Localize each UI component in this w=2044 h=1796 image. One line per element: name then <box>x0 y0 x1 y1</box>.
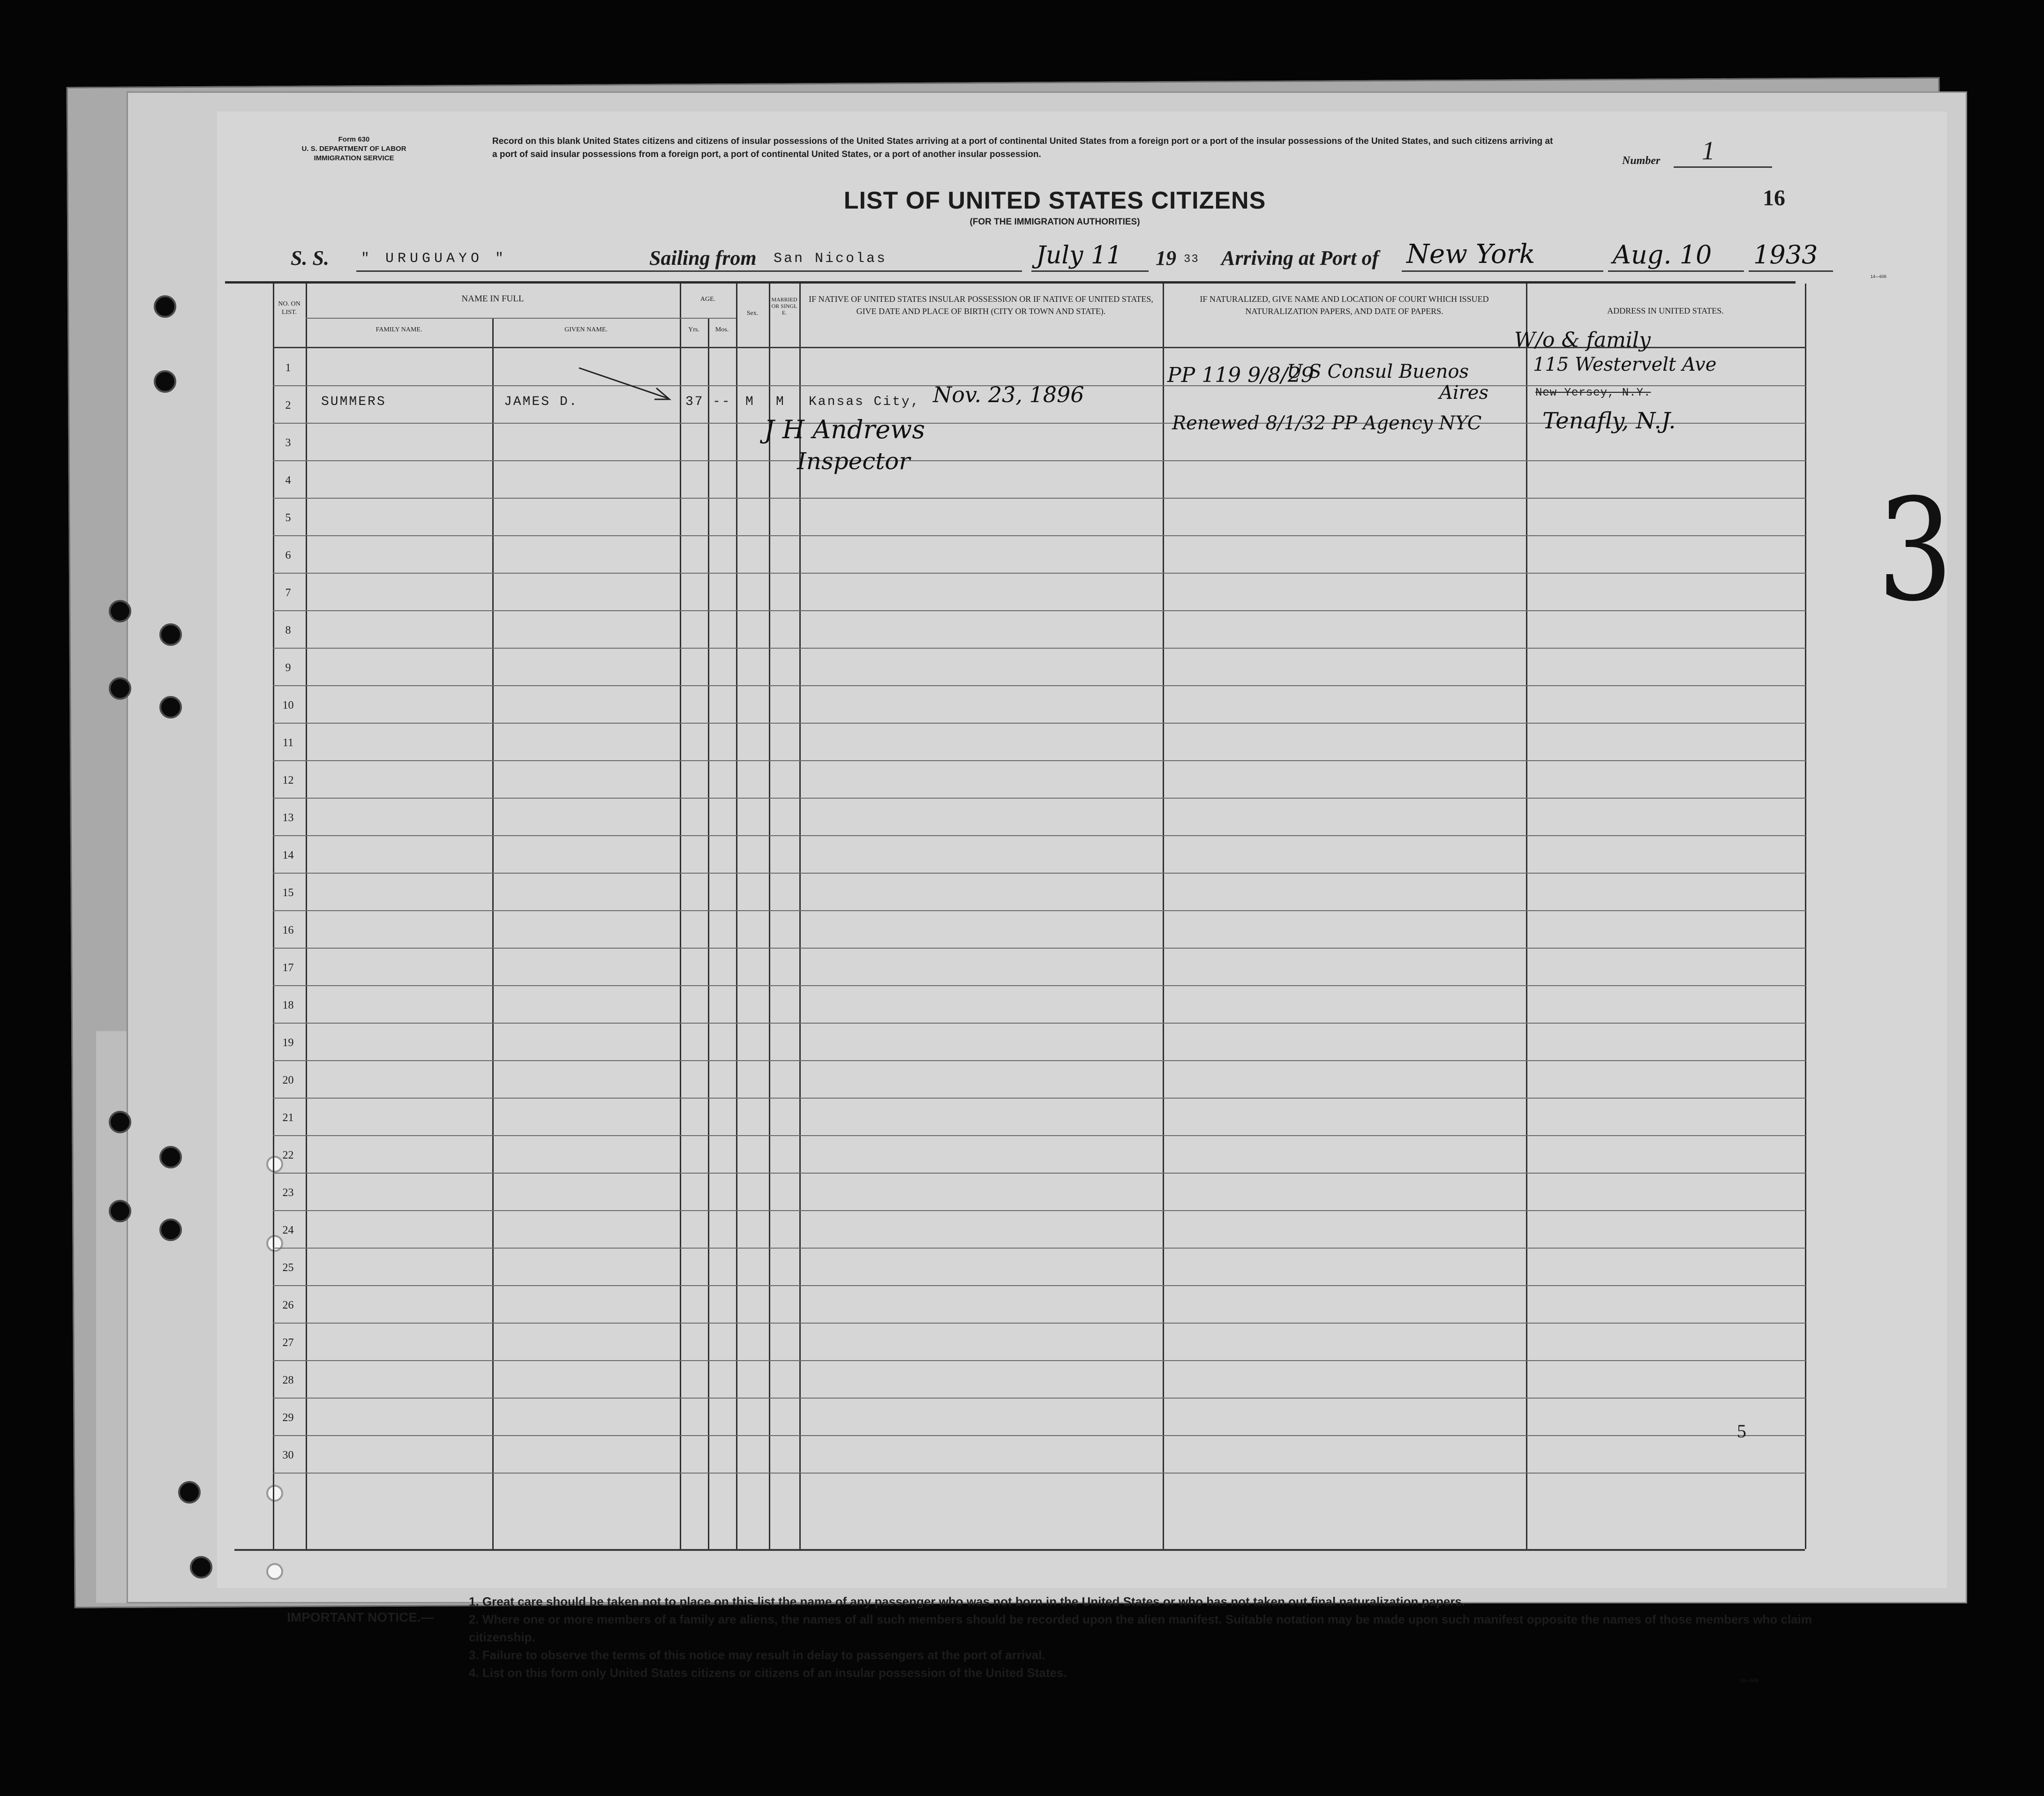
row-line <box>273 1473 1806 1474</box>
row-number: 8 <box>285 624 291 636</box>
notice-item: 2. Where one or more members of a family are aliens, the names of all such members should be recorded upon the alien manifest. Suitable notation may be made upon such manifest opposite the names of those members who claim citizenship. <box>469 1612 1812 1644</box>
punch-hole-small <box>266 1563 283 1580</box>
header-naturalized: IF NATURALIZED, GIVE NAME AND LOCATION OF COURT WHICH ISSUED NATURALIZATION PAPERS, AND DATE OF PAPERS. <box>1200 294 1489 316</box>
naturalization-passport: PP 119 9/8/29 <box>1167 363 1314 387</box>
row-number: 26 <box>282 1299 294 1311</box>
form-code-top: 14—606 <box>1871 274 1887 279</box>
punch-hole <box>159 623 182 646</box>
punch-hole-small <box>266 1235 283 1252</box>
page-number: 16 <box>1763 186 1785 210</box>
service-name: IMMIGRATION SERVICE <box>314 154 394 162</box>
col-divider <box>708 319 709 1549</box>
row-number: 29 <box>282 1412 294 1424</box>
number-value: 1 <box>1702 136 1715 165</box>
col-divider <box>306 284 307 1549</box>
row-number: 21 <box>282 1112 294 1124</box>
birth-place: Kansas City, <box>809 395 920 409</box>
row-line <box>273 760 1806 761</box>
row-number: 24 <box>282 1224 294 1236</box>
arriving-label: Arriving at Port of <box>1221 247 1379 269</box>
age-months: -- <box>713 395 731 409</box>
row-number: 17 <box>282 962 294 974</box>
row-number: 16 <box>282 924 294 936</box>
notice-item: 4. List on this form only United States citizens or citizens of an insular possession of the United States. <box>469 1666 1067 1680</box>
row-number: 4 <box>285 474 291 486</box>
arrival-port-underline <box>1402 270 1603 272</box>
notice-item: 1. Great care should be taken not to place on this list the name of any passenger who was not born in the United States or who has not taken out final naturalization papers. <box>469 1594 1465 1609</box>
header-family-name: FAMILY NAME. <box>376 326 422 333</box>
header-age: AGE. <box>700 296 716 303</box>
notice-item: 3. Failure to observe the terms of this notice may result in delay to passengers at the port of arrival. <box>469 1648 1045 1662</box>
notice-rule <box>234 1549 1805 1551</box>
row-number: 5 <box>285 512 291 524</box>
punch-hole <box>159 1219 182 1241</box>
row-line <box>273 873 1806 874</box>
margin-mark-three: 3 <box>1877 469 1954 632</box>
col-divider <box>1526 284 1527 1549</box>
age-years: 37 <box>685 395 704 409</box>
punch-hole <box>109 1200 131 1222</box>
punch-hole <box>178 1481 201 1504</box>
row-number: 6 <box>285 549 291 561</box>
row-line <box>273 1060 1806 1061</box>
arrival-year: 1933 <box>1753 240 1818 269</box>
row-line <box>273 1285 1806 1286</box>
punch-hole <box>159 1146 182 1168</box>
row-line <box>273 1323 1806 1324</box>
sailing-label: Sailing from <box>649 247 757 269</box>
row-number: 30 <box>282 1449 294 1461</box>
row-line <box>273 985 1806 986</box>
marital-status: M <box>776 395 785 409</box>
punch-hole <box>154 370 176 393</box>
voyage-line <box>291 239 1818 277</box>
page-title: LIST OF UNITED STATES CITIZENS <box>843 187 1266 214</box>
col-divider <box>492 319 494 1549</box>
row-number: 12 <box>282 774 294 786</box>
row-line <box>273 1023 1806 1024</box>
row-line <box>273 723 1806 724</box>
row-number: 2 <box>285 399 291 412</box>
form-number: Form 630 <box>338 135 370 143</box>
row-number: 28 <box>282 1374 294 1386</box>
row-number: 27 <box>282 1337 294 1349</box>
birth-date: Nov. 23, 1896 <box>933 382 1084 407</box>
address-note: W/o & family <box>1514 328 1651 352</box>
row-line <box>273 648 1806 649</box>
punch-hole-small <box>266 1485 283 1502</box>
header-address: ADDRESS IN UNITED STATES. <box>1607 306 1724 315</box>
notice-title: IMPORTANT NOTICE.— <box>287 1610 434 1624</box>
col-divider <box>736 284 737 1549</box>
row-number: 19 <box>282 1037 294 1049</box>
row-line <box>273 1435 1806 1436</box>
row-line <box>273 1398 1806 1399</box>
from-port: San Nicolas <box>774 251 887 267</box>
row-number: 14 <box>282 849 294 861</box>
header-sex: Sex. <box>746 310 759 317</box>
row-number: 9 <box>285 662 291 674</box>
col-divider <box>1163 284 1164 1549</box>
arrow-mark <box>577 366 675 403</box>
header-no-on-list: NO. ON LIST. <box>278 300 301 316</box>
row-number: 18 <box>282 999 294 1011</box>
col-divider <box>680 284 681 1549</box>
number-label: Number <box>1622 155 1661 167</box>
punch-hole <box>109 677 131 700</box>
sex: M <box>745 395 755 409</box>
row-number: 11 <box>282 737 294 749</box>
row-number: 3 <box>285 437 291 449</box>
header-yrs: Yrs. <box>688 326 699 333</box>
row-number: 10 <box>282 699 294 711</box>
row-number: 20 <box>282 1074 294 1086</box>
address-street: 115 Westervelt Ave <box>1533 354 1717 375</box>
punch-hole <box>109 600 131 622</box>
row-line <box>273 498 1806 499</box>
row-number: 23 <box>282 1187 294 1199</box>
margin-mark-five: 5 <box>1737 1421 1746 1442</box>
address-city: Tenafly, N.J. <box>1542 408 1676 434</box>
row-line <box>273 460 1806 461</box>
row-line <box>273 948 1806 949</box>
from-port-underline <box>769 270 1022 272</box>
row-line <box>273 610 1806 611</box>
row-number: 22 <box>282 1149 294 1161</box>
row-line <box>273 910 1806 911</box>
arrival-date-underline <box>1608 270 1744 272</box>
header-birth: IF NATIVE OF UNITED STATES INSULAR POSSESSION OR IF NATIVE OF UNITED STATES, GIVE DATE AND PLACE OF BIRTH (CITY OR TOWN AND STATE). <box>809 294 1153 316</box>
naturalization-consul: U S Consul Buenos <box>1287 361 1469 382</box>
form-code-bottom: 14—606 <box>1739 1678 1759 1684</box>
address-struck: New Yersey, N.Y. <box>1535 387 1651 399</box>
arrival-port: New York <box>1406 239 1535 269</box>
depart-year-suffix: 33 <box>1184 253 1199 266</box>
row-line <box>273 1248 1806 1249</box>
page-subtitle: (FOR THE IMMIGRATION AUTHORITIES) <box>969 217 1140 227</box>
row-line <box>273 685 1806 686</box>
header-name-in-full: NAME IN FULL <box>461 294 524 304</box>
depart-date: July 11 <box>1036 241 1122 269</box>
given-name: JAMES D. <box>504 395 579 409</box>
record-instructions: Record on this blank United States citizens and citizens of insular possessions of the United States arriving at a port of continental United States from a foreign port or a port of the insular possessions of the United States, and such citizens arriving at a port of said insular possessions from a foreign port, a port of continental United States, or a port of another insular possession. <box>492 136 1553 159</box>
row-number: 13 <box>282 812 294 824</box>
row-line <box>273 798 1806 799</box>
naturalization-renewal: Renewed 8/1/32 PP Agency NYC <box>1172 412 1482 434</box>
department-name: U. S. DEPARTMENT OF LABOR <box>301 145 406 153</box>
row-number: 15 <box>282 887 294 899</box>
row-line <box>273 1360 1806 1361</box>
punch-hole <box>190 1556 212 1579</box>
family-name: SUMMERS <box>321 395 386 409</box>
header-subrule <box>306 318 736 319</box>
row-line <box>273 535 1806 536</box>
header-married-single: MARRIED OR SINGLE. <box>771 296 797 316</box>
punch-hole <box>159 696 182 718</box>
number-underline <box>1674 166 1772 168</box>
row-line <box>273 573 1806 574</box>
table-top-rule <box>225 281 1796 284</box>
col-divider <box>769 284 770 1549</box>
col-divider <box>273 284 274 1549</box>
punch-hole <box>109 1111 131 1133</box>
row-number: 25 <box>282 1262 294 1274</box>
row-line <box>273 1173 1806 1174</box>
punch-hole <box>154 295 176 318</box>
depart-date-underline <box>1031 270 1149 272</box>
header-mos: Mos. <box>715 326 729 333</box>
arrival-date: Aug. 10 <box>1613 240 1712 269</box>
notice-body <box>469 1593 1814 1682</box>
header-given-name: GIVEN NAME. <box>564 326 608 333</box>
naturalization-city: Aires <box>1439 382 1488 404</box>
row-line <box>273 1210 1806 1211</box>
arrival-year-underline <box>1749 270 1833 272</box>
ss-label: S. S. <box>291 247 329 269</box>
row-number: 1 <box>285 362 291 374</box>
inspector-signature: J H Andrews <box>764 415 925 444</box>
row-number: 7 <box>285 587 291 599</box>
row-line <box>273 1135 1806 1136</box>
col-divider <box>1805 284 1806 1549</box>
depart-year-prefix: 19 <box>1156 247 1176 269</box>
ship-name: " URUGUAYO " <box>361 251 508 267</box>
row-line <box>273 835 1806 836</box>
form-identifier <box>286 135 422 163</box>
inspector-title: Inspector <box>797 448 910 475</box>
row-line <box>273 1098 1806 1099</box>
